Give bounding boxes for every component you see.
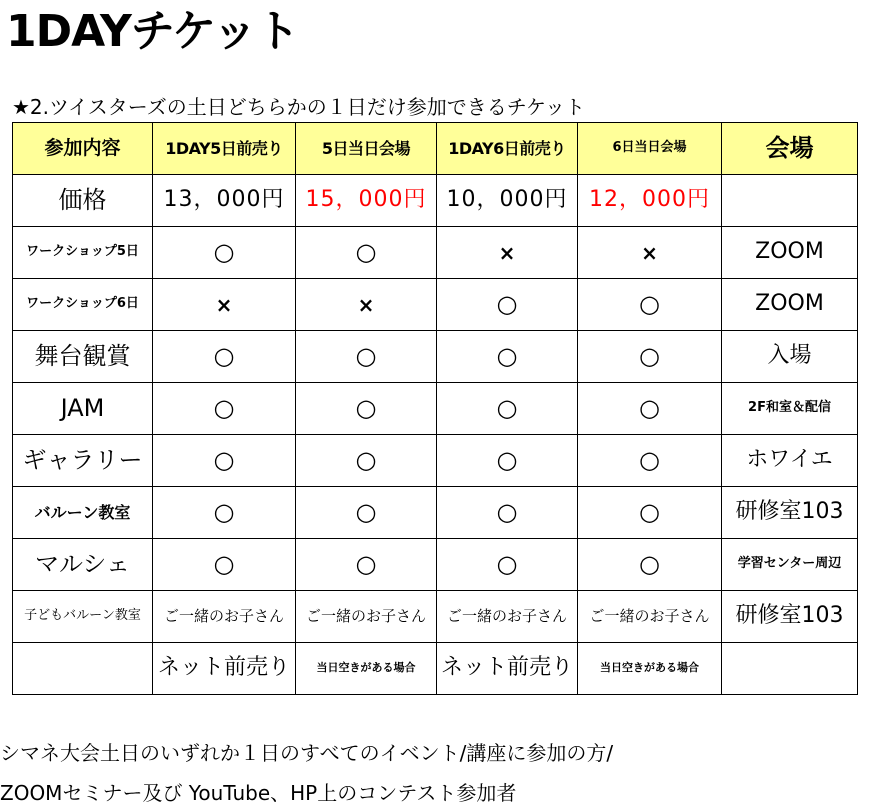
mark-cell: ○ [296,383,437,435]
price-row [13,175,858,227]
row-label: マルシェ [13,539,153,591]
mark-cell: ご一緒のお子さん [437,591,578,643]
mark-cell: ○ [153,331,296,383]
mark-cell: ○ [578,539,722,591]
ticket-subtitle: ★2.ツイスターズの土日どちらかの１日だけ参加できるチケット [12,95,586,119]
row-label: ワークショップ6日 [13,279,153,331]
mark-cell: ○ [296,227,437,279]
mark-cell: × [578,227,722,279]
venue-cell: ホワイエ [722,435,858,487]
header-day5-door: 5日当日会場 [296,123,437,175]
row-label: バルーン教室 [13,487,153,539]
row-label: ワークショップ5日 [13,227,153,279]
ticket-table [12,122,858,695]
sales-day5-advance: ネット前売り [153,643,296,695]
mark-cell: ○ [437,279,578,331]
sales-day6-door: 当日空きがある場合 [578,643,722,695]
mark-cell: ○ [437,331,578,383]
header-content: 参加内容 [13,123,153,175]
table-row [13,383,858,435]
table-row [13,331,858,383]
mark-cell: ○ [578,435,722,487]
mark-cell: × [296,279,437,331]
sales-day5-door: 当日空きがある場合 [296,643,437,695]
mark-cell: ○ [437,383,578,435]
mark-cell: ○ [578,331,722,383]
mark-cell: × [437,227,578,279]
mark-cell: × [153,279,296,331]
price-day5-advance: 13，000円 [153,175,296,227]
mark-cell: ご一緒のお子さん [296,591,437,643]
mark-cell: ○ [296,435,437,487]
mark-cell: ○ [153,383,296,435]
mark-cell: ○ [296,539,437,591]
mark-cell: ○ [578,383,722,435]
mark-cell: ○ [296,487,437,539]
price-day6-door: 12，000円 [578,175,722,227]
price-label: 価格 [13,175,153,227]
mark-cell: ○ [578,487,722,539]
venue-cell: 学習センター周辺 [722,539,858,591]
table-row [13,539,858,591]
sales-venue-empty [722,643,858,695]
venue-cell: ZOOM [722,227,858,279]
mark-cell: ○ [578,279,722,331]
mark-cell: ご一緒のお子さん [578,591,722,643]
venue-cell: ZOOM [722,279,858,331]
sales-day6-advance: ネット前売り [437,643,578,695]
mark-cell: ○ [153,435,296,487]
venue-cell: 研修室103 [722,591,858,643]
row-label: 舞台観賞 [13,331,153,383]
sales-label-empty [13,643,153,695]
mark-cell: ○ [153,539,296,591]
footer-line-1: シマネ大会土日のいずれか１日のすべてのイベント/講座に参加の方/ [0,741,614,765]
venue-cell: 2F和室＆配信 [722,383,858,435]
price-day6-advance: 10，000円 [437,175,578,227]
mark-cell: ○ [153,227,296,279]
table-row [13,591,858,643]
page-title: 1DAYチケット [6,6,299,57]
row-label: JAM [13,383,153,435]
sales-row [13,643,858,695]
table-header-row [13,123,858,175]
header-venue: 会場 [722,123,858,175]
mark-cell: ○ [437,435,578,487]
row-label: 子どもバルーン教室 [13,591,153,643]
table-row [13,435,858,487]
price-day5-door: 15，000円 [296,175,437,227]
venue-cell: 入場 [722,331,858,383]
header-day6-door: 6日当日会場 [578,123,722,175]
mark-cell: ○ [437,539,578,591]
table-row [13,487,858,539]
table-row [13,279,858,331]
table-row [13,227,858,279]
mark-cell: ○ [437,487,578,539]
mark-cell: ご一緒のお子さん [153,591,296,643]
row-label: ギャラリー [13,435,153,487]
mark-cell: ○ [296,331,437,383]
header-day6-advance: 1DAY6日前売り [437,123,578,175]
mark-cell: ○ [153,487,296,539]
venue-cell: 研修室103 [722,487,858,539]
header-day5-advance: 1DAY5日前売り [153,123,296,175]
price-venue-empty [722,175,858,227]
footer-line-2: ZOOMセミナー及び YouTube、HP上のコンテスト参加者 [0,781,517,805]
